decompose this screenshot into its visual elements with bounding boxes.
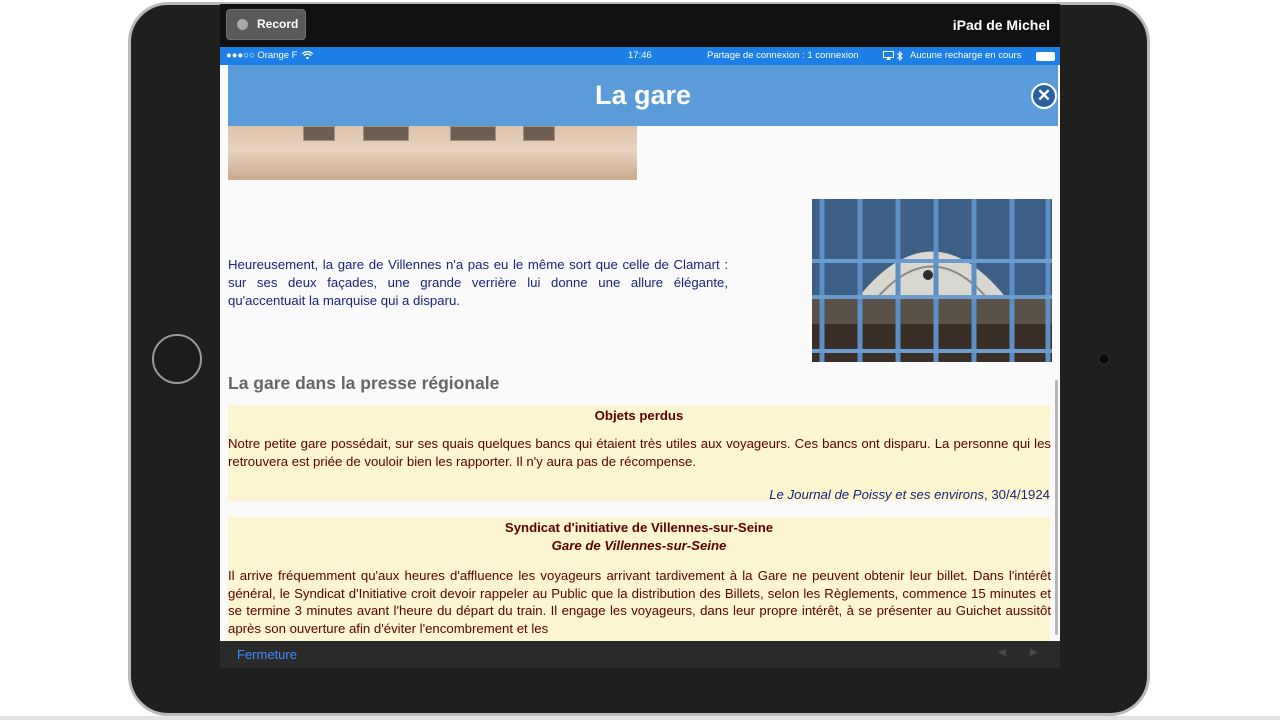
facade-window <box>363 126 409 141</box>
carrier-label: ●●●○○ Orange F <box>226 50 298 61</box>
source-name: Le Journal de Poissy et ses environs <box>769 487 984 502</box>
bluetooth-icon <box>897 51 903 61</box>
article-subtitle: Gare de Villennes-sur-Seine <box>551 538 727 553</box>
ipad-screen <box>220 4 1060 668</box>
recorder-toolbar <box>220 4 1060 47</box>
camera-icon <box>1098 353 1110 365</box>
chevron-right-icon[interactable]: ▶ <box>1030 647 1038 658</box>
device-name: iPad de Michel <box>952 17 1050 33</box>
close-icon[interactable]: ✕ <box>1031 83 1057 109</box>
section-heading: La gare dans la presse régionale <box>228 373 500 393</box>
record-dot-icon <box>237 19 248 30</box>
home-button[interactable] <box>152 334 202 384</box>
bottom-toolbar <box>220 641 1060 668</box>
station-glass-roof-photo <box>812 199 1052 362</box>
charging-status: Aucune recharge en cours <box>910 50 1022 61</box>
article-title: Objets perdus <box>594 408 684 423</box>
title-bar <box>228 65 1058 126</box>
clock: 17:46 <box>628 50 652 61</box>
close-link[interactable]: Fermeture <box>237 647 297 662</box>
ios-status-bar <box>220 47 1060 65</box>
battery-icon <box>1036 52 1055 61</box>
article-source <box>769 487 1050 502</box>
facade-window <box>523 126 555 141</box>
hotspot-status: Partage de connexion : 1 connexion <box>707 50 859 61</box>
article-title: Syndicat d'initiative de Villennes-sur-Seine <box>504 520 774 535</box>
intro-paragraph: Heureusement, la gare de Villennes n'a pas eu le même sort que celle de Clamart : sur ses deux façades, une grande verrière lui donne une allure élégante, qu'accentuait la marquise qui a disparu. <box>228 257 728 308</box>
content-page <box>220 65 1060 641</box>
press-article <box>228 517 1050 641</box>
record-label: Record <box>257 17 299 31</box>
article-text: Il arrive fréquemment qu'aux heures d'affluence les voyageurs arrivant tardivement à la Gare ne peuvent obtenir leur billet. Dans l'intérêt général, le Syndicat d'Initiative croit devoir rappeler au Public que la distribution des Billets, selon les Règlements, commence 15 minutes et se termine 3 minutes avant l'heure du départ du train. Il engage les voyageurs, dans leur propre intérêt, à se présenter au Guichet aussitôt après son ouverture afin d'éviter l'encombrement et les <box>228 568 1051 636</box>
facade-window <box>450 126 496 141</box>
page-title: La gare <box>594 80 692 110</box>
chevron-left-icon[interactable]: ◀ <box>998 647 1006 658</box>
record-button[interactable] <box>226 9 306 40</box>
article-text: Notre petite gare possédait, sur ses quais quelques bancs qui étaient très utiles aux voyageurs. Ces bancs ont disparu. La personne qui les retrouvera est priée de vouloir bien les rapporter. Il n'y aura pas de récompense. <box>228 436 1051 469</box>
scrollbar[interactable] <box>1055 380 1058 635</box>
facade-window <box>303 126 335 141</box>
screen-mirror-icon <box>883 51 894 60</box>
wifi-icon <box>302 51 313 60</box>
page-bottom-edge <box>0 716 1280 720</box>
glass-roof-illustration <box>812 199 1052 362</box>
station-facade-photo <box>228 126 637 180</box>
press-article <box>228 405 1050 501</box>
source-date: , 30/4/1924 <box>984 487 1050 502</box>
